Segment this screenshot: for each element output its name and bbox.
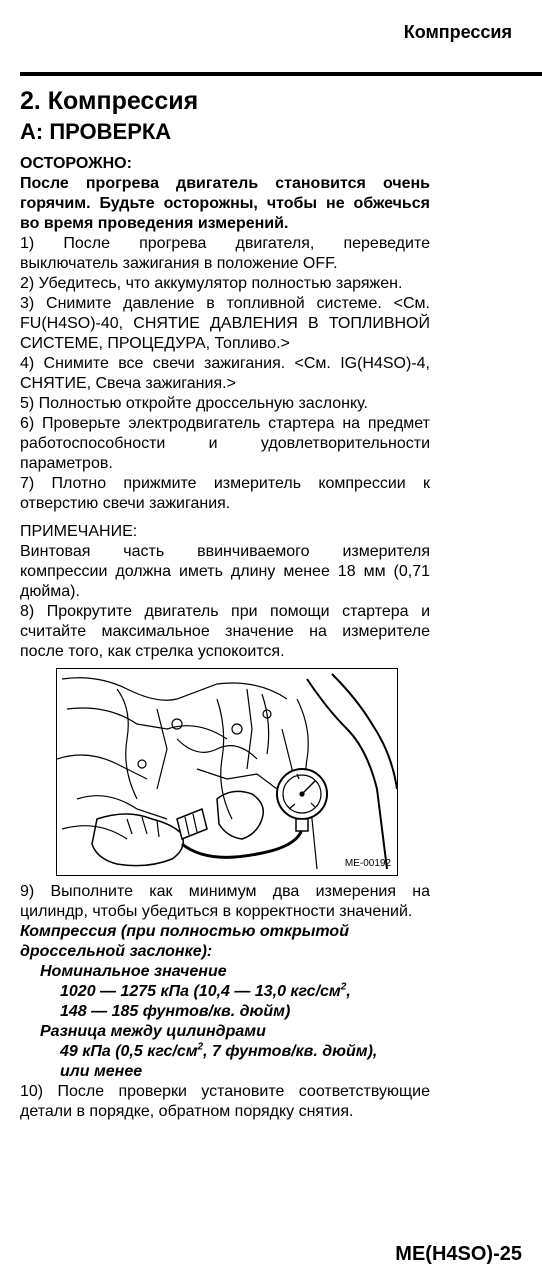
spec-nominal-line2: 148 — 185 фунтов/кв. дюйм)	[60, 1003, 291, 1020]
spec-nominal-label: Номинальное значение	[40, 963, 227, 980]
step-8: 8) Прокрутите двигатель при помощи стартера и считайте максимальное значение на измерителе после того, как стрелка успокоится.	[20, 603, 430, 660]
header-rule	[20, 72, 542, 76]
spec-diff-label: Разница между цилиндрами	[40, 1023, 266, 1040]
running-head: Компрессия	[403, 22, 512, 42]
step-1: 1) После прогрева двигателя, переведите выключатель зажигания в положение OFF.	[20, 235, 430, 272]
spec-diff-value: 49 кПа (0,5 кгс/см	[60, 1043, 198, 1060]
spec-heading: Компрессия (при полностью открытой дроссельной заслонке):	[20, 923, 349, 960]
step-3: 3) Снимите давление в топливной системе. <См. FU(H4SO)-40, СНЯТИЕ ДАВЛЕНИЯ В ТОПЛИВНОЙ СИСТЕМЕ, ПРОЦЕДУРА, Топливо.>	[20, 295, 430, 352]
page-footer: ME(H4SO)-25	[395, 1243, 522, 1265]
page-content	[20, 86, 430, 1122]
step-2: 2) Убедитесь, что аккумулятор полностью заряжен.	[20, 275, 403, 292]
spec-nominal-tail: ,	[346, 983, 351, 1000]
spec-nominal-line1	[20, 982, 430, 1002]
figure-code: ME-00192	[344, 858, 391, 869]
spec-diff-line2: или менее	[60, 1063, 143, 1080]
section-title: 2. Компрессия	[20, 87, 199, 115]
superscript: 2	[340, 981, 347, 993]
step-9: 9) Выполните как минимум два измерения на цилиндр, чтобы убедиться в корректности значений.	[20, 883, 430, 920]
compression-gauge-illustration	[56, 668, 398, 876]
step-10: 10) После проверки установите соответствующие детали в порядке, обратном порядку снятия.	[20, 1083, 430, 1120]
superscript: 2	[197, 1041, 204, 1053]
spec-diff-line1	[20, 1042, 430, 1062]
note-text: Винтовая часть ввинчиваемого измерителя компрессии должна иметь длину менее 18 мм (0,71 дюйма).	[20, 543, 430, 600]
step-5: 5) Полностью откройте дроссельную заслонку.	[20, 395, 368, 412]
spec-nominal-value: 1020 — 1275 кПа (10,4 — 13,0 кгс/см	[60, 983, 341, 1000]
step-6: 6) Проверьте электродвигатель стартера на предмет работоспособности и удовлетворительности параметров.	[20, 415, 430, 472]
caution-text: После прогрева двигатель становится очень горячим. Будьте осторожны, чтобы не обжечься во время проведения измерений.	[20, 175, 430, 232]
caution-label: ОСТОРОЖНО:	[20, 155, 132, 172]
step-4: 4) Снимите все свечи зажигания. <См. IG(H4SO)-4, СНЯТИЕ, Свеча зажигания.>	[20, 355, 430, 392]
subsection-title: A: ПРОВЕРКА	[20, 119, 172, 144]
step-7: 7) Плотно прижмите измеритель компрессии к отверстию свечи зажигания.	[20, 475, 430, 512]
spec-diff-tail: , 7 фунтов/кв. дюйм),	[203, 1043, 378, 1060]
engine-illustration	[57, 669, 397, 875]
note-label: ПРИМЕЧАНИЕ:	[20, 523, 138, 540]
